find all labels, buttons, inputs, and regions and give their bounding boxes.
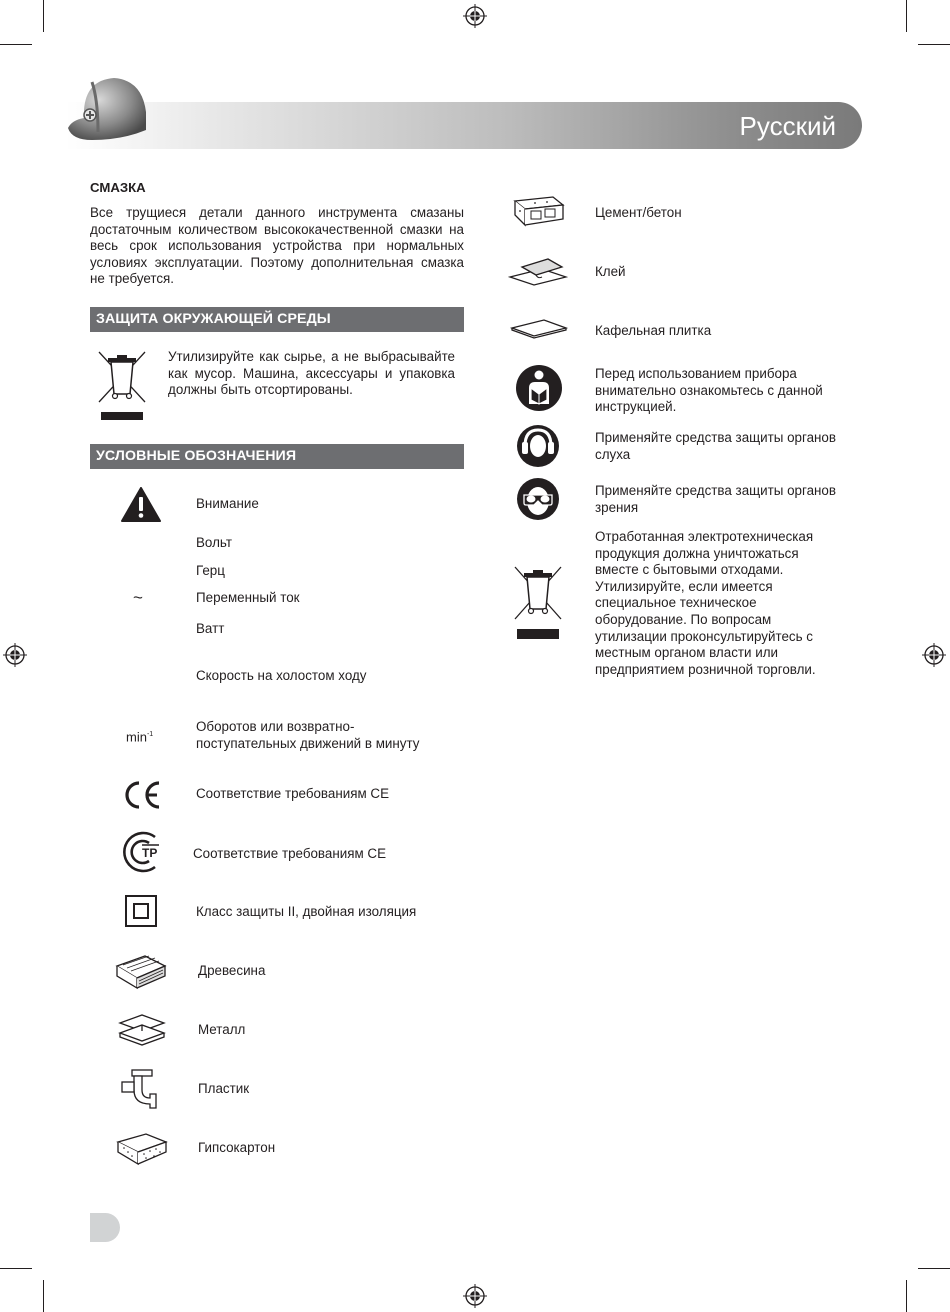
registration-mark-icon [3, 643, 27, 667]
environment-section-bar: ЗАЩИТА ОКРУЖАЮЩЕЙ СРЕДЫ [90, 307, 464, 332]
gost-mark-icon [115, 829, 167, 875]
wood-icon [115, 952, 167, 990]
crop-mark [43, 1280, 44, 1312]
crop-mark [43, 0, 44, 32]
registration-mark-icon [463, 4, 487, 28]
symbol-label-volt: Вольт [196, 535, 232, 550]
symbol-label-warning: Внимание [196, 496, 259, 511]
symbol-label-glue: Клей [595, 264, 626, 279]
crop-mark [918, 44, 950, 45]
warning-icon [121, 487, 161, 522]
symbols-section-bar: УСЛОВНЫЕ ОБОЗНАЧЕНИЯ [90, 444, 464, 469]
min-superscript: -1 [146, 731, 154, 738]
class-ii-icon [125, 895, 157, 927]
metal-icon [116, 1011, 168, 1049]
helmet-icon [62, 70, 152, 150]
ac-icon: ~ [133, 588, 143, 607]
symbol-label-idle-speed: Скорость на холостом ходу [196, 668, 367, 683]
symbol-label-hertz: Герц [196, 563, 225, 578]
read-manual-icon [515, 364, 563, 412]
lubrication-text: Все трущиеся детали данного инструмента смазаны достаточным количеством высококачественной смазки на весь срок использования устройства при нормальных условиях эксплуатации. Поэтому дополнительная смазка не требуется. [90, 205, 464, 287]
crop-mark [0, 44, 32, 45]
environment-text: Утилизируйте как сырье, а не выбрасывайте как мусор. Машина, аксессуары и упаковка должны быть отсортированы. [168, 349, 455, 398]
min-icon [126, 727, 153, 746]
registration-mark-icon [922, 643, 946, 667]
symbol-label-eye-protection: Применяйте средства защиты органов зрения [595, 483, 836, 515]
symbol-label-drywall: Гипсокартон [198, 1140, 276, 1155]
symbol-label-ac: Переменный ток [196, 590, 300, 605]
symbol-label-eac: Соответствие требованиям CE [193, 846, 386, 861]
symbol-label-tile: Кафельная плитка [595, 323, 712, 338]
crop-mark [906, 1280, 907, 1312]
symbol-label-metal: Металл [198, 1022, 246, 1037]
plastic-pipe-icon [120, 1068, 164, 1112]
weee-bin-icon [513, 565, 563, 641]
crop-mark [918, 1268, 950, 1269]
drywall-icon [116, 1130, 168, 1166]
symbol-label-weee: Отработанная электротехническая продукция должна уничтожаться вместе с бытовыми отходами. Утилизируйте, если имеется специальное техническое оборудование. По вопросам утилизации проконсультируйтесь с местным органом власти или предприятием розничной торговли. [595, 529, 816, 677]
svg-text:ТР: ТР [142, 846, 158, 860]
eye-protection-icon [516, 477, 560, 521]
glue-icon [508, 255, 568, 287]
page-tab [90, 1213, 120, 1242]
crossed-bin-icon [97, 350, 147, 422]
symbol-label-ear-protection: Применяйте средства защиты органов слуха [595, 430, 836, 462]
tile-icon [510, 318, 568, 340]
ce-mark-icon [121, 779, 163, 811]
symbol-label-ce: Соответствие требованиям CE [196, 786, 389, 801]
crop-mark [0, 1268, 32, 1269]
symbol-label-class-ii: Класс защиты II, двойная изоляция [196, 904, 417, 919]
registration-mark-icon [463, 1284, 487, 1308]
language-title: Русский [739, 111, 836, 141]
symbol-label-watt: Ватт [196, 621, 225, 636]
symbol-label-concrete: Цемент/бетон [595, 205, 682, 220]
symbol-label-rpm: Оборотов или возвратно-поступательных движений в минуту [196, 719, 420, 751]
header-banner [66, 102, 862, 149]
crop-mark [906, 0, 907, 32]
concrete-icon [511, 193, 567, 231]
symbol-label-wood: Древесина [198, 963, 266, 978]
ear-protection-icon [516, 424, 560, 468]
symbol-label-read-manual: Перед использованием прибора внимательно ознакомьтесь с данной инструкцией. [595, 366, 823, 415]
lubrication-title: СМАЗКА [90, 180, 146, 195]
min-symbol: min [126, 729, 147, 745]
symbol-label-plastic: Пластик [198, 1081, 250, 1096]
